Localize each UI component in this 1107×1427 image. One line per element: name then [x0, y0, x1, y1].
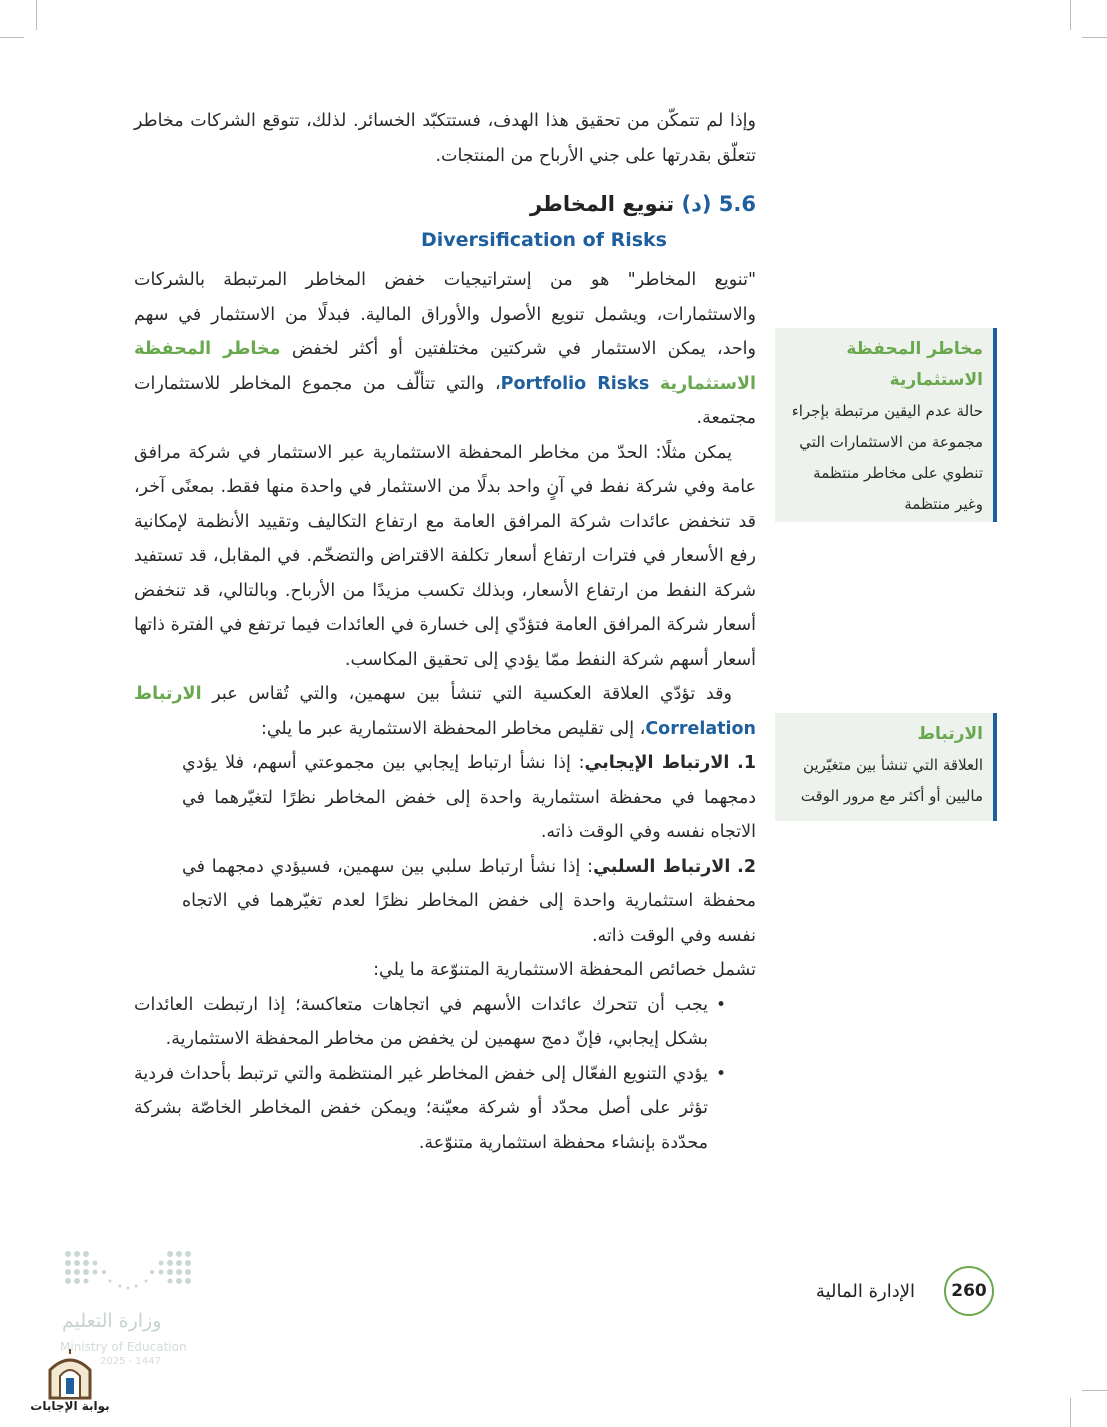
list-item-text: : إذا نشأ ارتباط سلبي بين سهمين، فسيؤدي دمجهما في محفظة استثمارية واحدة إلى خفض المخاطر نظرًا لعدم تغيّرهما في الاتجاه نفسه وفي الوقت ذاته. — [182, 856, 756, 946]
section-heading — [134, 192, 756, 216]
paragraph-definition — [134, 263, 756, 436]
section-title: تنويع المخاطر — [529, 192, 675, 216]
term-portfolio-risks-en: Portfolio Risks — [500, 373, 650, 394]
watermark-badge — [30, 1348, 110, 1423]
term-portfolio-risks: مخاطر المحفظة الاستثمارية — [134, 339, 756, 394]
book-title: الإدارة المالية — [815, 1281, 915, 1302]
ministry-dots-icon — [60, 1248, 200, 1308]
term-correlation-en: Correlation — [645, 718, 756, 739]
features-intro: تشمل خصائص المحفظة الاستثمارية المتنوّعة ما يلي: — [373, 960, 756, 980]
list-item-number: 2. — [737, 856, 756, 877]
list-item-label: الارتباط الإيجابي — [584, 753, 730, 773]
section-title-en: Diversification of Risks — [420, 229, 667, 251]
list-item-text: : إذا نشأ ارتباط إيجابي بين مجموعتي أسهم، فلا يؤدي دمجهما في محفظة استثمارية واحدة إلى خفض المخاطر نظرًا لتغيّرهما في الاتجاه نفسه وفي الوقت ذاته. — [182, 753, 756, 842]
ministry-name-en: Ministry of Education — [60, 1340, 187, 1354]
bullet-icon: • — [715, 1063, 726, 1084]
list-item-number: 1. — [737, 753, 756, 773]
list-item — [134, 1057, 756, 1161]
crop-mark — [1070, 0, 1071, 30]
term-correlation: الارتباط — [134, 684, 202, 704]
page-number: 260 — [944, 1266, 994, 1316]
list-item — [182, 746, 756, 850]
paragraph-example: يمكن مثلًا: الحدّ من مخاطر المحفظة الاستثمارية عبر الاستثمار في شركة مرافق عامة وفي شركة نفط في آنٍ واحد بدلًا من الاستثمار في واحدة منها فقط. بمعنًى آخر، قد تنخفض عائدات شركة المرافق العامة مع ارتفاع التكاليف وتقييد الأنظمة لإمكانية رفع الأسعار في فترات ارتفاع أسعار تكلفة الاقتراض والتضخّم. في المقابل، قد تستفيد شركة النفط من ارتفاع الأسعار، وبذلك تكسب مزيدًا من الأرباح. وبالتالي، قد تنخفض أسعار شركة المرافق العامة فتؤدّي إلى خسارة في العائدات فيما ترتفع في الفترة ذاتها أسعار أسهم شركة النفط ممّا يؤدي إلى تحقيق المكاسب. — [134, 442, 756, 670]
sidebar-box-correlation — [775, 713, 997, 821]
ministry-year: 2025 - 1447 — [100, 1356, 161, 1367]
intro-paragraph — [134, 104, 756, 173]
list-item-label: الارتباط السلبي — [593, 856, 731, 877]
sidebar-box-portfolio-risks — [775, 328, 997, 522]
p1-text: "تنويع المخاطر" هو من إستراتيجيات خفض المخاطر المرتبطة بالشركات والاستثمارات، ويشمل تنويع الأصول والأوراق المالية. فبدلًا من الاستثمار في سهم واحد، يمكن الاستثمار في شركتين مختلفتين أو أكثر لخفض — [134, 270, 756, 359]
p3-text-end: ، إلى تقليص مخاطر المحفظة الاستثمارية عبر ما يلي: — [260, 718, 646, 739]
mosque-icon — [30, 1348, 110, 1400]
ministry-name-ar: وزارة التعليم — [62, 1310, 162, 1332]
sidebar-definition: حالة عدم اليقين مرتبطة بإجراء مجموعة من الاستثمارات التي تنطوي على مخاطر منتظمة وغير منتظمة — [791, 402, 983, 513]
crop-mark — [36, 0, 37, 30]
p3-text: وقد تؤدّي العلاقة العكسية التي تنشأ بين سهمين، والتي تُقاس عبر — [201, 684, 732, 704]
bullet-list — [134, 988, 756, 1161]
paragraph-correlation — [134, 677, 756, 746]
crop-mark — [0, 37, 24, 38]
sidebar-definition: العلاقة التي تنشأ بين متغيّرين ماليين أو أكثر مع مرور الوقت — [800, 756, 983, 805]
sidebar-title: الارتباط — [917, 724, 983, 744]
crop-mark — [1070, 1398, 1071, 1427]
bullet-icon: • — [715, 994, 726, 1015]
bullet-text: يؤدي التنويع الفعّال إلى خفض المخاطر غير المنتظمة والتي ترتبط بأحداث فردية تؤثر على أصل محدّد أو شركة معيّنة؛ ويمكن خفض المخاطر الخاصّة بشركة محدّدة بإنشاء محفظة استثمارية متنوّعة. — [134, 1063, 708, 1153]
sidebar-title: مخاطر المحفظة الاستثمارية — [846, 339, 983, 390]
crop-mark — [1082, 37, 1107, 38]
p1-text-end: ، والتي تتألّف من مجموع المخاطر للاستثمارات مجتمعة. — [134, 373, 756, 428]
main-body — [134, 263, 756, 1160]
crop-mark — [1082, 1390, 1107, 1391]
watermark-text: بوابة الإجابات — [30, 1399, 110, 1413]
intro-text: وإذا لم تتمكّن من تحقيق هذا الهدف، فستتكبّد الخسائر. لذلك، تتوقع الشركات مخاطر تتعلّق بقدرتها على جني الأرباح من المنتجات. — [134, 111, 756, 166]
section-number: 5.6 (د) — [681, 192, 756, 216]
list-item — [134, 988, 756, 1057]
section-title-ar — [530, 192, 756, 216]
bullet-text: يجب أن تتحرك عائدات الأسهم في اتجاهات متعاكسة؛ إذا ارتبطت العائدات بشكل إيجابي، فإنّ دمج سهمين لن يخفض من مخاطر المحفظة الاستثمارية. — [134, 994, 708, 1049]
list-item — [182, 850, 756, 954]
numbered-list — [134, 746, 756, 953]
